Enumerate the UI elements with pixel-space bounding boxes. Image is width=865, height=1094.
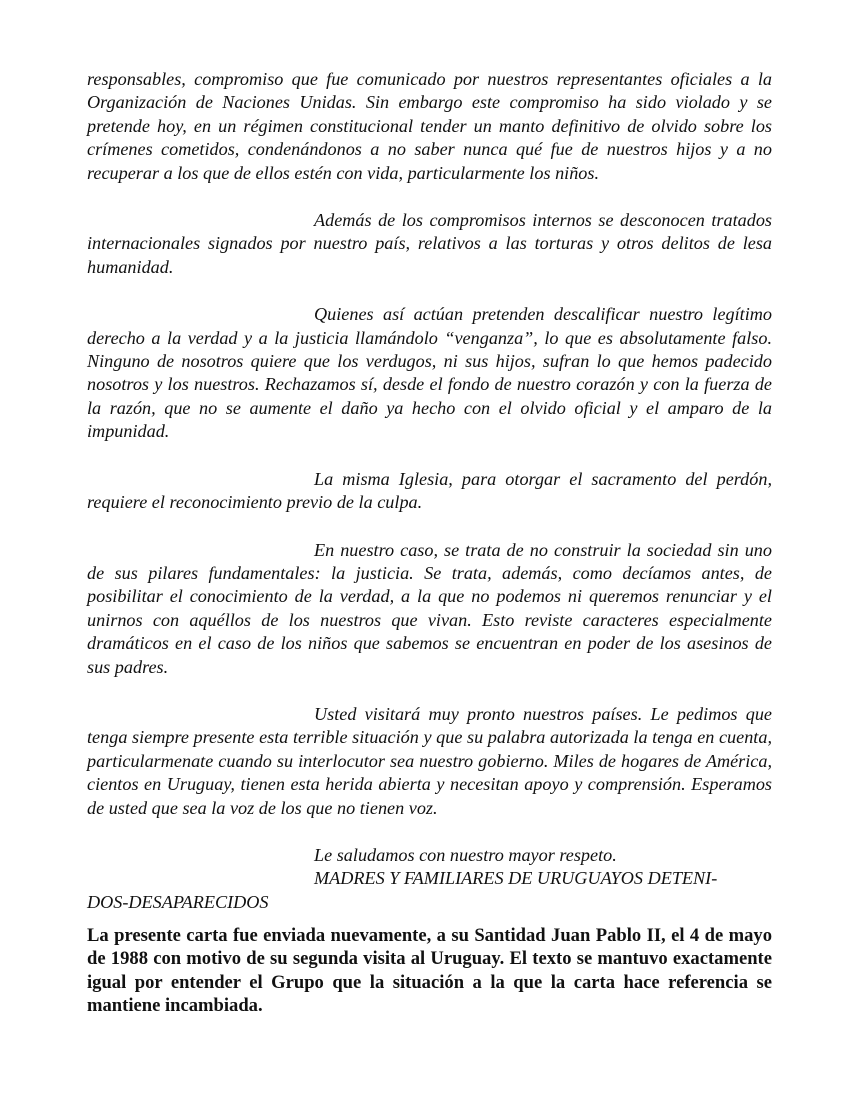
signature-line-2: DOS-DESAPARECIDOS — [87, 891, 269, 912]
letter-paragraph-1: responsables, compromiso que fue comunicado por nuestros representantes oficiales a la Organización de Naciones Unidas. Sin embargo este compromiso ha sido violado y se pretende hoy, en un régimen constitucional tender un manto definitivo de olvido sobre los crímenes cometidos, condenándonos a no saber nunca qué fue de nuestros hijos y a no recuperar a los que de ellos estén con vida, particularmente los niños. — [87, 69, 772, 183]
letter-paragraph-6: Usted visitará muy pronto nuestros países. Le pedimos que tenga siempre presente esta terrible situación y que su palabra autorizada la tenga en cuenta, particularmenate cuando su interlocutor sea nuestro gobierno. Miles de hogares de América, cientos en Uruguay, tienen esta herida abierta y necesitan apoyo y comprensión. Esperamos de usted que sea la voz de los que no tienen voz. — [87, 703, 772, 818]
editorial-note: La presente carta fue enviada nuevamente, a su Santidad Juan Pablo II, el 4 de mayo de 1988 con motivo de su segunda visita al Uruguay. El texto se mantuvo exactamente igual por entender el Grupo que la situación a la que la carta hace referencia se mantiene incambiada. — [87, 925, 772, 1017]
letter-closing — [87, 844, 772, 914]
letter-paragraph-5: En nuestro caso, se trata de no construir la sociedad sin uno de sus pilares fundamentales: la justicia. Se trata, además, como decíamos antes, de posibilitar el conocimiento de la verdad, a la que no podemos ni queremos renunciar y el unirnos con aquéllos de los nuestros que vivan. Esto reviste caracteres especialmente dramáticos en el caso de los niños que sabemos se encuentran en poder de los asesinos de sus padres. — [87, 539, 772, 677]
letter-paragraph-3: Quienes así actúan pretenden descalificar nuestro legítimo derecho a la verdad y a la justicia llamándolo “venganza”, lo que es absolutamente falso. Ninguno de nosotros quiere que los verdugos, ni sus hijos, sufran lo que hemos padecido nosotros y los nuestros. Rechazamos sí, desde el fondo de nuestro corazón y con la fuerza de la razón, que no se aumente el daño ya hecho con el olvido oficial y el amparo de la impunidad. — [87, 304, 772, 442]
salutation: Le saludamos con nuestro mayor respeto. — [314, 844, 617, 865]
letter-paragraph-2: Además de los compromisos internos se desconocen tratados internacionales signados por nuestro país, relativos a las torturas y otros delitos de lesa humanidad. — [87, 210, 772, 277]
letter-body — [87, 68, 772, 914]
signature-line-1: MADRES Y FAMILIARES DE URUGUAYOS DETENI- — [314, 868, 718, 889]
letter-paragraph-4: La misma Iglesia, para otorgar el sacramento del perdón, requiere el reconocimiento previo de la culpa. — [87, 468, 772, 513]
